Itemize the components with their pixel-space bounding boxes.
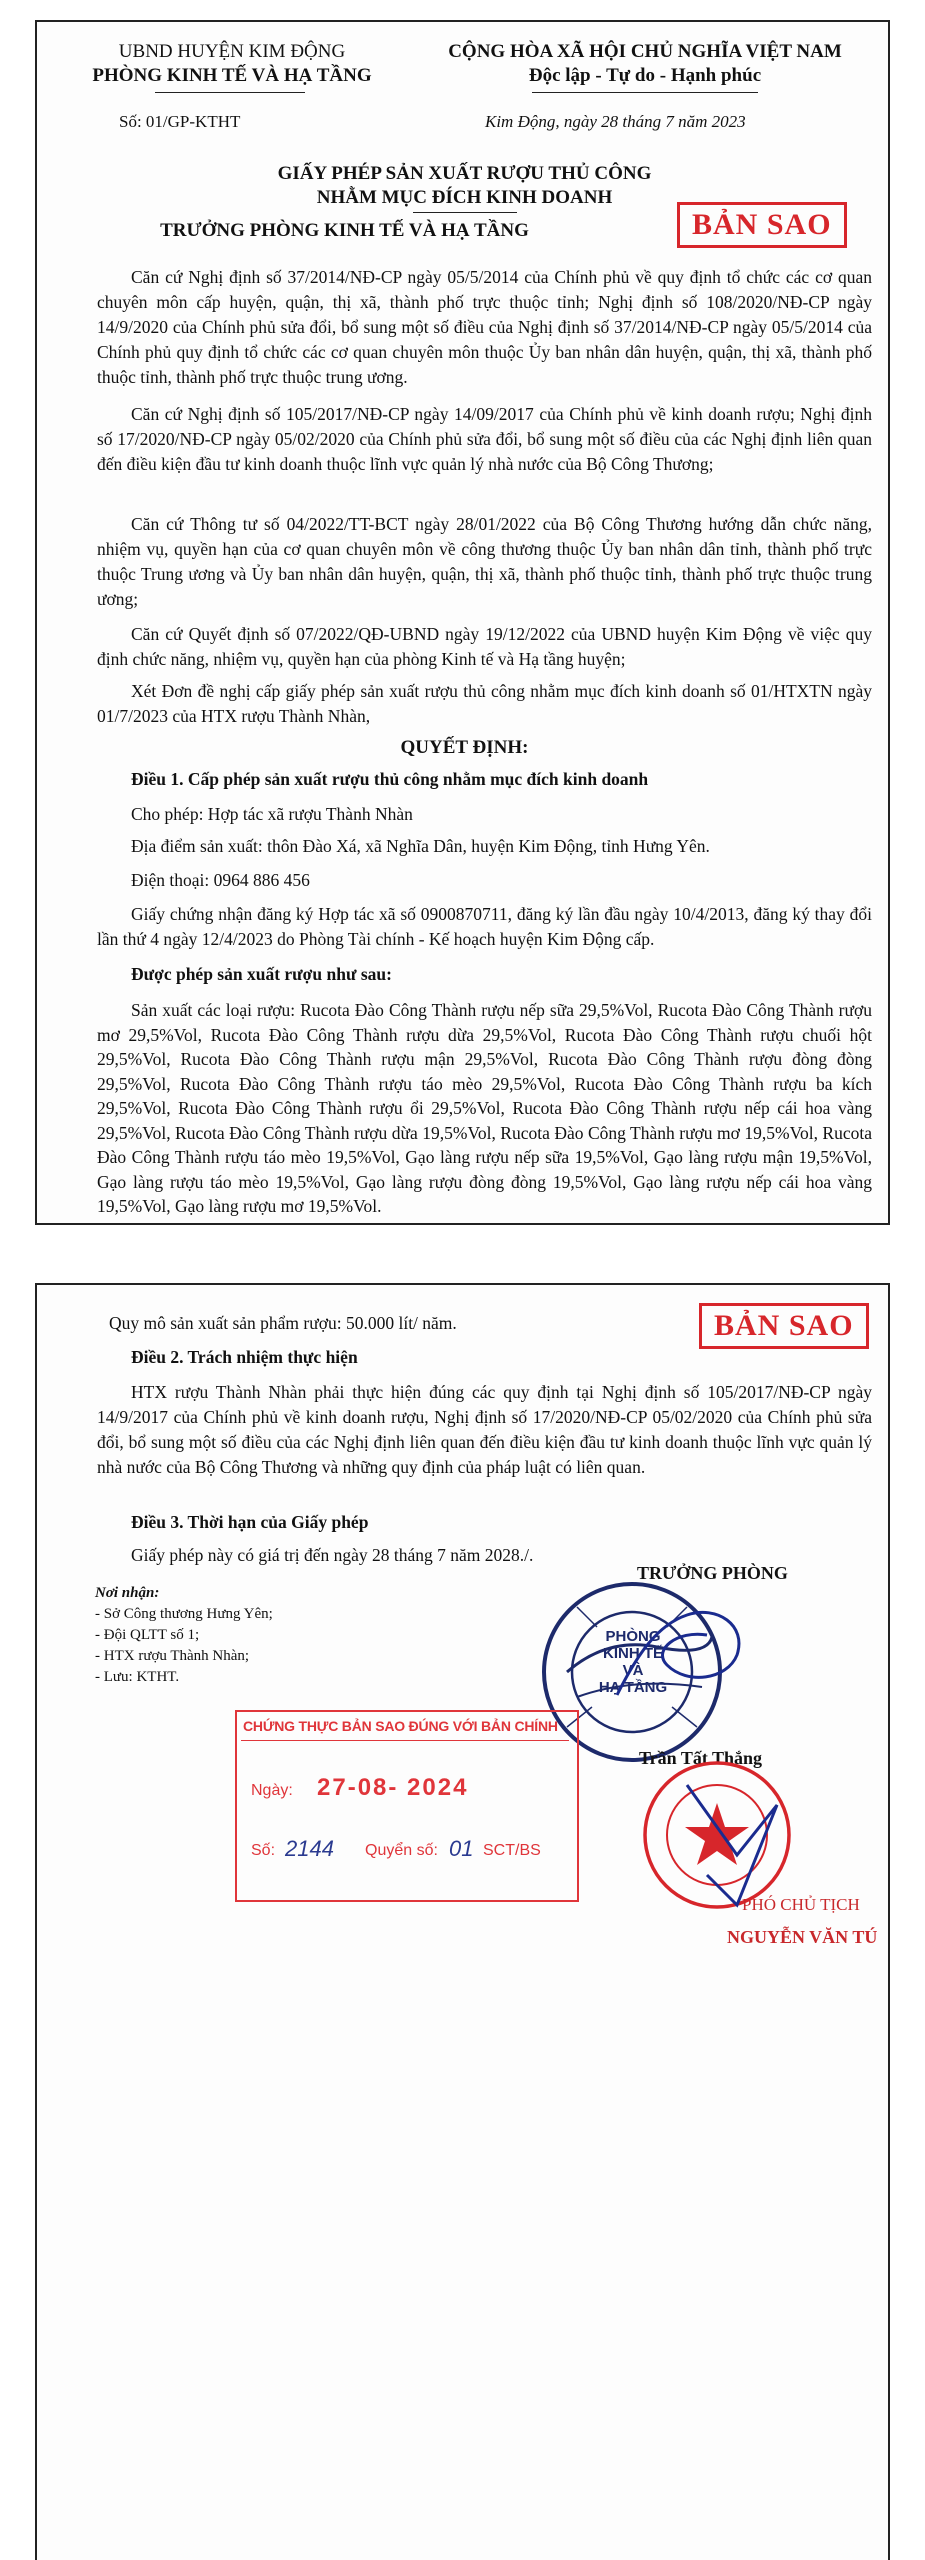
production-location: Địa điểm sản xuất: thôn Đào Xá, xã Nghĩa Dân, huyện Kim Động, tỉnh Hưng Yên.: [131, 836, 710, 856]
phone-number: Điện thoại: 0964 886 456: [131, 870, 310, 890]
product-list: Sản xuất các loại rượu: Rucota Đào Công Thành rượu nếp sữa 29,5%Vol, Rucota Đào Công Thành rượu mơ 29,5%Vol, Rucota Đào Công Thành rượu dừa 29,5%Vol, Rucota Đào Công Thành rượu chuối hột 29,5%Vol, Rucota Đào Công Thành rượu mận 29,5%Vol, Rucota Đào Công Thành rượu đòng đòng 29,5%Vol, Rucota Đào Công Thành rượu táo mèo 29,5%Vol, Rucota Đào Công Thành rượu ba kích 29,5%Vol, Rucota Đào Công Thành rượu ổi 29,5%Vol, Rucota Đào Công Thành rượu nếp cái hoa vàng 29,5%Vol, Rucota Đào Công Thành rượu dừa 19,5%Vol, Rucota Đào Công Thành rượu mơ 19,5%Vol, Rucota Đào Công Thành rượu táo mèo 19,5%Vol, Gạo làng rượu nếp sữa 19,5%Vol, Gạo làng rượu mận 19,5%Vol, Gạo làng rượu táo mèo 19,5%Vol, Gạo làng rượu đòng đòng 19,5%Vol, Gạo làng rượu nếp cái hoa vàng 19,5%Vol, Gạo làng rượu mơ 19,5%Vol.: [97, 1000, 872, 1216]
signer-name: Trần Tất Thắng: [639, 1748, 763, 1768]
vice-chair-name: NGUYỄN VĂN TÚ: [727, 1927, 878, 1947]
copy-stamp: BẢN SAO: [677, 202, 847, 248]
place-date: Kim Động, ngày 28 tháng 7 năm 2023: [485, 112, 746, 131]
agency-line-1: UBND HUYỆN KIM ĐỘNG: [118, 41, 346, 62]
preamble-paragraph-3: Căn cứ Thông tư số 04/2022/TT-BCT ngày 28/01/2022 của Bộ Công Thương hướng dẫn chức năng, nhiệm vụ, quyền hạn của cơ quan chuyên môn về công thương thuộc Ủy ban nhân dân tỉnh, thành phố trực thuộc Trung ương và Ủy ban nhân dân huyện, quận, thị xã, thành phố thuộc tỉnh, thành phố trực thuộc trung ương;: [97, 514, 872, 609]
document-number: Số: 01/GP-KTHT: [119, 112, 241, 131]
agency-line-2: PHÒNG KINH TẾ VÀ HẠ TẦNG: [92, 65, 372, 86]
signature-truong-phong: [597, 1585, 767, 1725]
agency-underline: [155, 92, 305, 93]
recipients-block: [95, 1583, 375, 1688]
article-2-heading: Điều 2. Trách nhiệm thực hiện: [131, 1347, 358, 1367]
issuing-agency: [67, 40, 397, 88]
recipient-item: - HTX rượu Thành Nhàn;: [95, 1648, 250, 1664]
cert-date-label: Ngày:: [251, 1782, 293, 1799]
preamble-paragraph-1: Căn cứ Nghị định số 37/2014/NĐ-CP ngày 05/5/2014 của Chính phủ về quy định tổ chức các cơ quan chuyên môn cấp huyện, quận, thị xã, thành phố trực thuộc tỉnh; Nghị định số 108/2020/NĐ-CP ngày 14/9/2020 của Chính phủ sửa đổi, bổ sung một số điều của Nghị định số 37/2014/NĐ-CP ngày 05/5/2014 của Chính phủ quy định tổ chức các cơ quan chuyên môn thuộc Ủy ban nhân dân huyện, quận, thị xã, thành phố thuộc tỉnh, thành phố trực thuộc trung ương.: [97, 267, 872, 387]
recipient-item: - Lưu: KTHT.: [95, 1669, 180, 1685]
registration-certificate: Giấy chứng nhận đăng ký Hợp tác xã số 0900870711, đăng ký lần đầu ngày 10/4/2013, đăng ký thay đổi lần thứ 4 ngày 12/4/2023 do Phòng Tài chính - Kế hoạch huyện Kim Động cấp.: [97, 904, 872, 949]
copy-stamp-2: BẢN SAO: [699, 1303, 869, 1349]
certified-copy-stamp: [235, 1710, 579, 1902]
document-title-line-2: NHẰM MỤC ĐÍCH KINH DOANH: [316, 187, 613, 208]
decision-heading: QUYẾT ĐỊNH:: [400, 737, 529, 758]
nation-line-1: CỘNG HÒA XÃ HỘI CHỦ NGHĨA VIỆT NAM: [448, 41, 842, 62]
cert-number-value: 2144: [285, 1836, 334, 1861]
production-scale: Quy mô sản xuất sản phẩm rượu: 50.000 lít/ năm.: [109, 1313, 457, 1333]
permitted-heading: Được phép sản xuất rượu như sau:: [131, 964, 392, 984]
recipient-item: - Đội QLTT số 1;: [95, 1627, 200, 1643]
licensee: Cho phép: Hợp tác xã rượu Thành Nhàn: [131, 804, 413, 824]
signer-title: TRƯỞNG PHÒNG: [637, 1563, 788, 1583]
license-page-1: [35, 20, 890, 1225]
cert-date-value: 27-08- 2024: [317, 1774, 469, 1801]
article-1-heading: Điều 1. Cấp phép sản xuất rượu thủ công nhằm mục đích kinh doanh: [131, 769, 649, 789]
preamble-paragraph-4: Căn cứ Quyết định số 07/2022/QĐ-UBND ngày 19/12/2022 của UBND huyện Kim Động về việc quy định chức năng, nhiệm vụ, quyền hạn của phòng Kinh tế và Hạ tầng huyện;: [97, 624, 872, 669]
article-2-text: HTX rượu Thành Nhàn phải thực hiện đúng các quy định tại Nghị định số 105/2017/NĐ-CP ngày 14/9/2017 của Chính phủ về kinh doanh rượu, Nghị định số 17/2020/NĐ-CP 05/02/2020 của Chính phủ sửa đổi, bổ sung một số điều của các Nghị định liên quan đến điều kiện đầu tư kinh doanh thuộc lĩnh vực quản lý nhà nước của Bộ Công Thương và những quy định của pháp luật có liên quan.: [97, 1382, 872, 1477]
article-3-heading: Điều 3. Thời hạn của Giấy phép: [131, 1512, 369, 1532]
vice-chair-title: PHÓ CHỦ TỊCH: [742, 1895, 860, 1914]
national-motto: [415, 40, 875, 88]
title-underline: [413, 212, 517, 213]
cert-number-label: Số:: [251, 1842, 276, 1859]
seal-text: PHÒNG KINH TẾ VÀ HẠ TẦNG: [598, 1628, 668, 1696]
cert-title: CHỨNG THỰC BẢN SAO ĐÚNG VỚI BẢN CHÍNH: [243, 1718, 558, 1734]
article-3-text: Giấy phép này có giá trị đến ngày 28 tháng 7 năm 2028./.: [131, 1545, 534, 1565]
nation-line-2: Độc lập - Tự do - Hạnh phúc: [528, 65, 762, 86]
preamble-paragraph-2: Căn cứ Nghị định số 105/2017/NĐ-CP ngày 14/09/2017 của Chính phủ về kinh doanh rượu; Nghị định số 17/2020/NĐ-CP ngày 05/02/2020 của Chính phủ sửa đổi, bổ sung một số điều của các Nghị định liên quan đến điều kiện đầu tư kinh doanh thuộc lĩnh vực quản lý nhà nước của Bộ Công Thương;: [97, 404, 872, 474]
document-title-line-1: GIẤY PHÉP SẢN XUẤT RƯỢU THỦ CÔNG: [277, 163, 652, 184]
recipient-item: - Sở Công thương Hưng Yên;: [95, 1606, 273, 1622]
preamble-paragraph-5: Xét Đơn đề nghị cấp giấy phép sản xuất rượu thủ công nhằm mục đích kinh doanh số 01/HTXTN ngày 01/7/2023 của HTX rượu Thành Nhàn,: [97, 681, 872, 726]
issuing-authority: TRƯỞNG PHÒNG KINH TẾ VÀ HẠ TẦNG: [160, 220, 529, 241]
motto-underline: [532, 92, 758, 93]
recipients-heading: Nơi nhận:: [95, 1585, 160, 1601]
cert-book-label: Quyển số:: [365, 1842, 438, 1859]
license-page-2: [35, 1283, 890, 2560]
cert-divider: [241, 1740, 569, 1741]
cert-book-value: 01: [449, 1836, 474, 1861]
cert-suffix: SCT/BS: [483, 1842, 541, 1859]
